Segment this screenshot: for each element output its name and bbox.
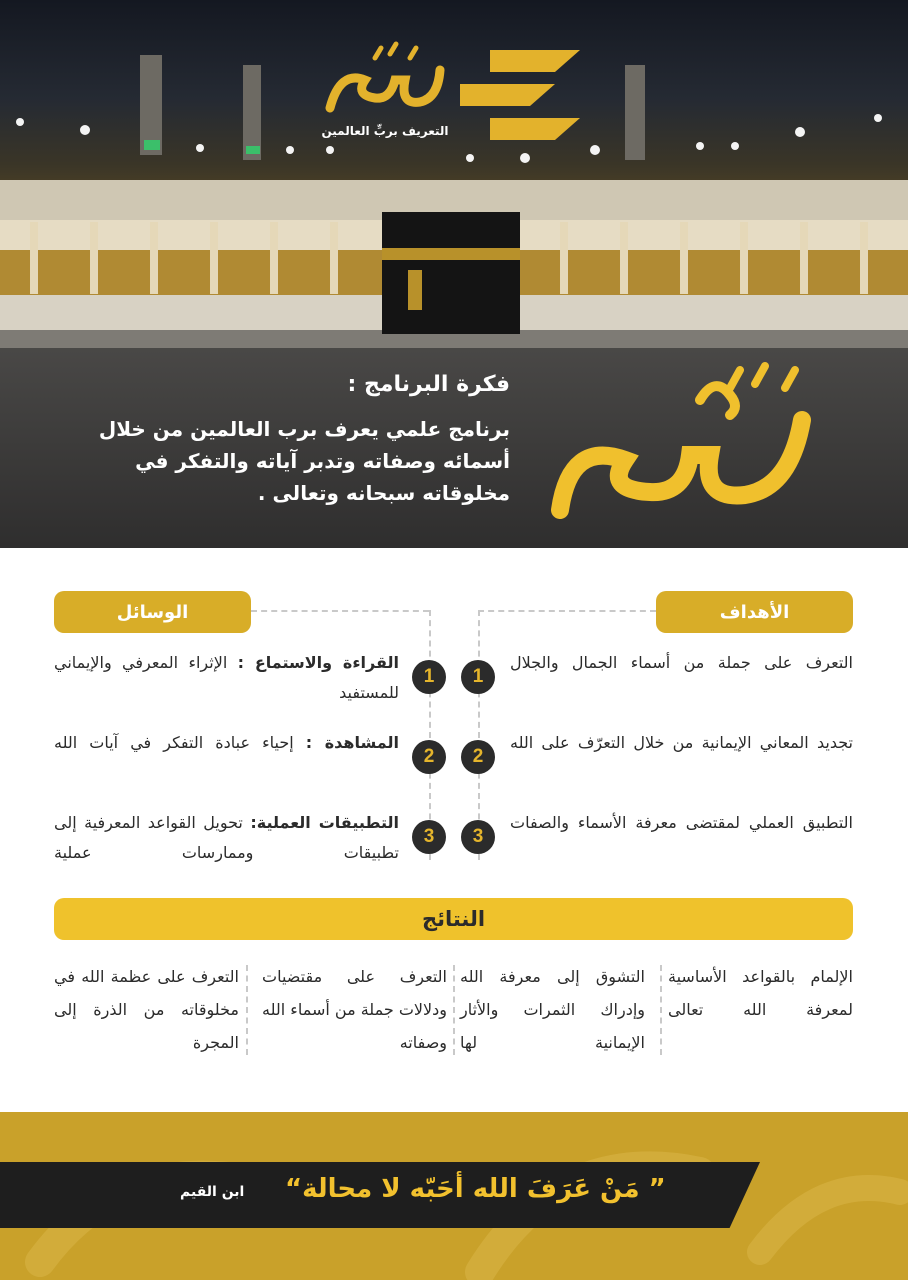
- means-label: القراءة والاستماع :: [237, 653, 399, 672]
- means-desc: تحويل القواعد المعرفية إلى تطبيقات وممارسات عملية: [54, 813, 399, 862]
- result-divider: [660, 965, 662, 1055]
- means-number: 1: [412, 660, 446, 694]
- brand-calligraphy-small: [320, 40, 450, 126]
- goal-number: 2: [461, 740, 495, 774]
- means-label: التطبيقات العملية:: [250, 813, 399, 832]
- result-item: الإلمام بالقواعد الأساسية لمعرفة الله تعالى: [668, 967, 853, 1019]
- means-desc: الإثراء المعرفي والإيماني للمستفيد: [54, 653, 399, 702]
- goal-number: 3: [461, 820, 495, 854]
- means-label: المشاهدة :: [305, 733, 400, 752]
- means-number: 3: [412, 820, 446, 854]
- means-text: [54, 728, 399, 758]
- result-item: التعرف على مقتضيات ودلالات جملة من أسماء الله وصفاته: [262, 967, 447, 1052]
- idea-title: فكرة البرنامج :: [347, 372, 510, 397]
- means-text: [54, 648, 399, 708]
- result-divider: [246, 965, 248, 1055]
- goal-text: تجديد المعاني الإيمانية من خلال التعرّف على الله: [510, 733, 853, 752]
- goal-text: التعرف على جملة من أسماء الجمال والجلال: [510, 653, 853, 672]
- means-text: [54, 808, 399, 868]
- goal-text: التطبيق العملي لمقتضى معرفة الأسماء والصفات: [510, 813, 853, 832]
- goal-number: 1: [461, 660, 495, 694]
- result-divider: [453, 965, 455, 1055]
- results-heading: النتائج: [54, 898, 853, 940]
- result-item: التشوق إلى معرفة الله وإدراك الثمرات والأثار الإيمانية لها: [460, 967, 645, 1052]
- quote-author: ابن القيم: [180, 1184, 245, 1200]
- means-desc: إحياء عبادة التفكر في آيات الله: [54, 733, 294, 752]
- goals-divider: [478, 610, 656, 612]
- means-heading: الوسائل: [54, 591, 251, 633]
- idea-text: برنامج علمي يعرف برب العالمين من خلال أسمائه وصفاته وتدبر آياته والتفكر في مخلوقاته سبحانه وتعالى .: [98, 417, 510, 505]
- brand-mark-icon: [460, 50, 580, 140]
- goals-heading: الأهداف: [656, 591, 853, 633]
- means-number: 2: [412, 740, 446, 774]
- brand-calligraphy-large: [540, 360, 830, 525]
- brand-tagline: التعريف بربِّ العالمين: [321, 124, 449, 138]
- means-divider: [251, 610, 429, 612]
- result-item: التعرف على عظمة الله في مخلوقاته من الذرة إلى المجرة: [54, 967, 239, 1052]
- quote-text: ” مَنْ عَرَفَ الله أحَبّه لا محالة“: [285, 1174, 666, 1204]
- top-logo: [320, 40, 590, 150]
